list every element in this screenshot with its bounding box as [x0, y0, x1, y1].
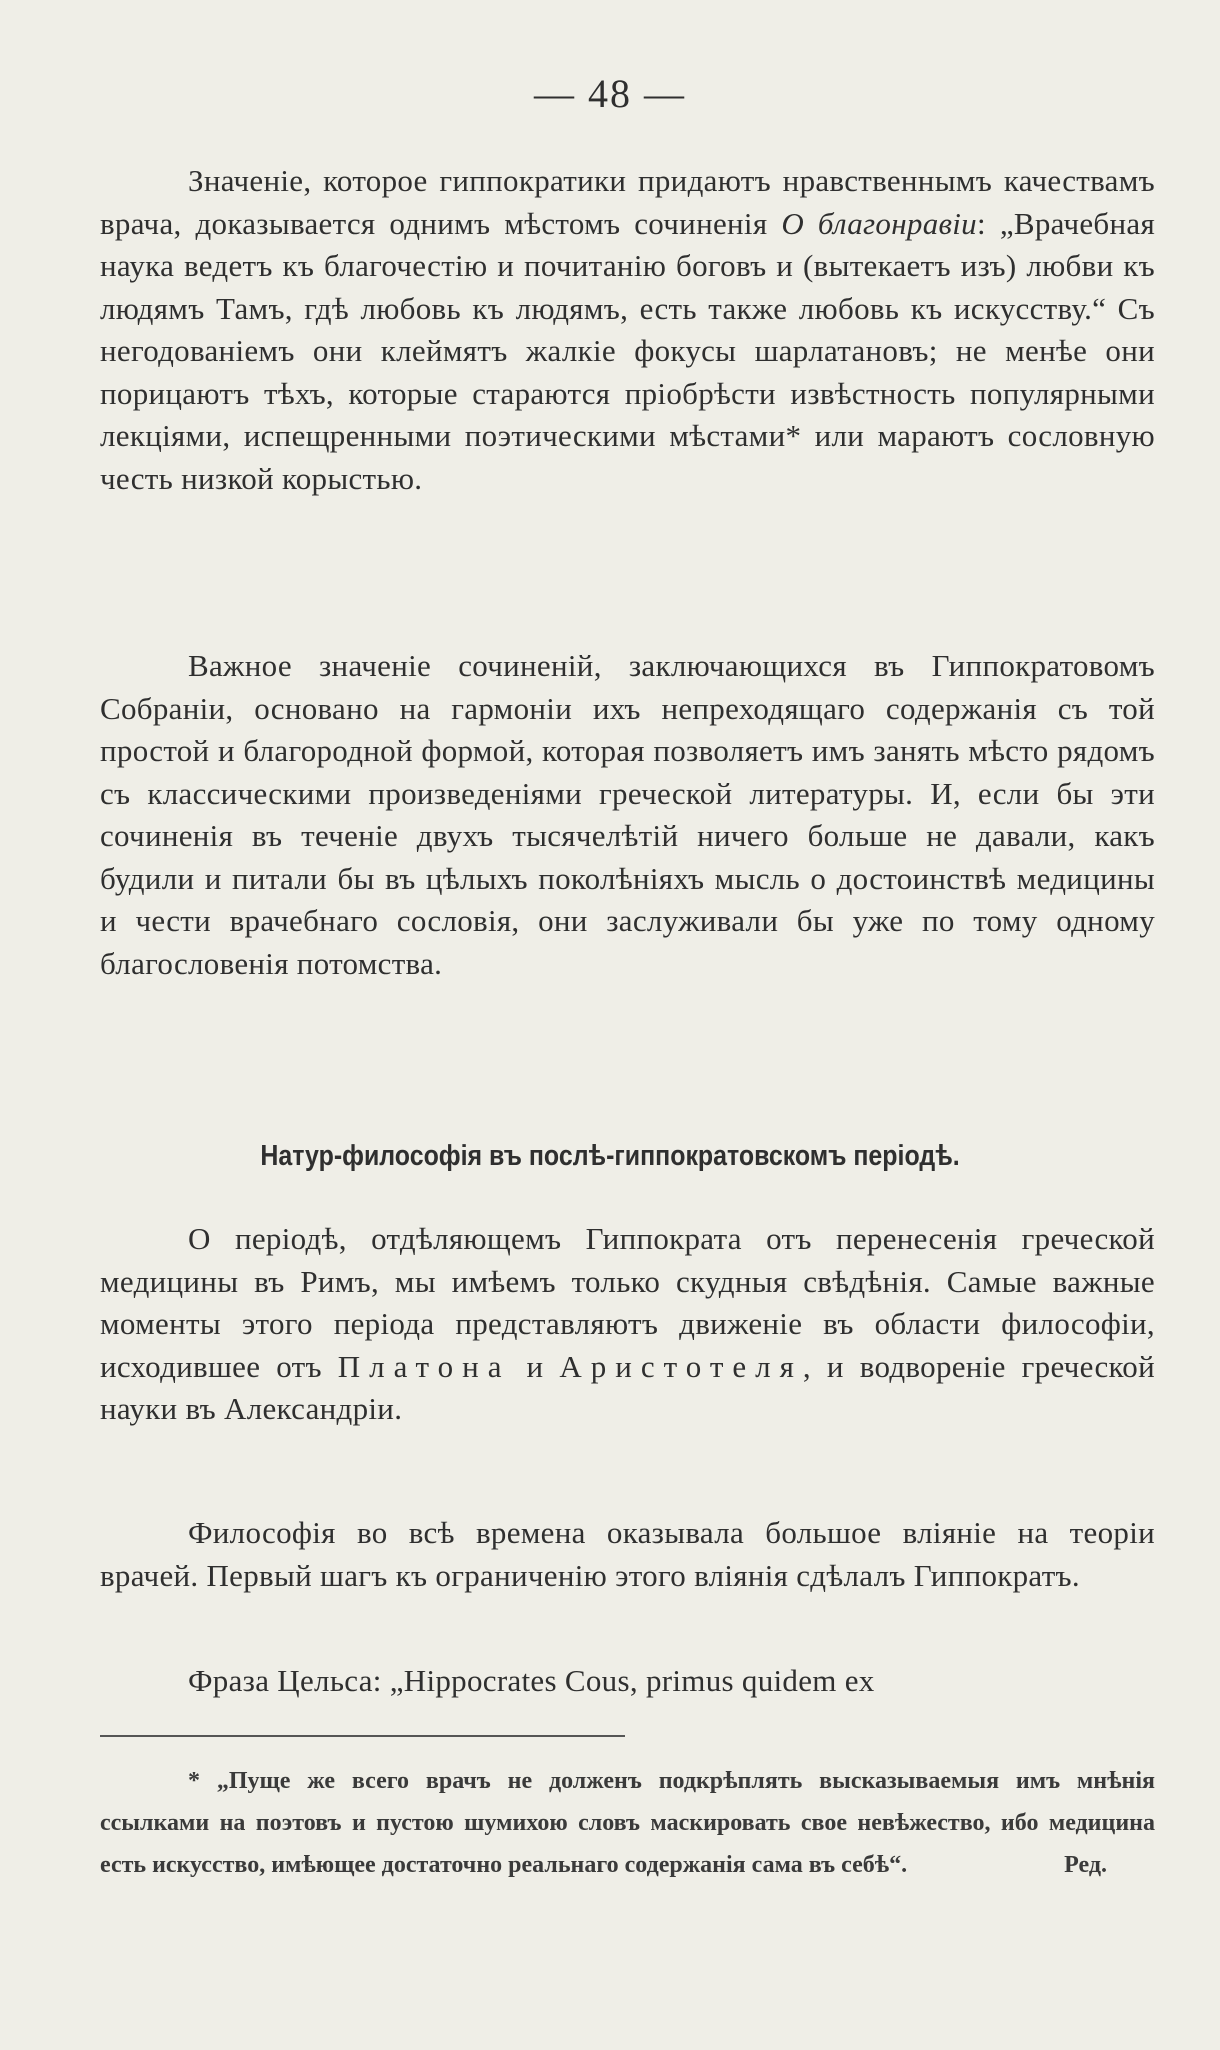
paragraph-3-part-c: , и водвореніе греческой науки въ Александріи.	[100, 1348, 1155, 1426]
paragraph-4-text: Философія во всѣ времена оказывала большое вліяніе на теоріи врачей. Первый шагъ къ ограниченію этого вліянія сдѣлалъ Гиппократъ.	[100, 1515, 1155, 1593]
footnote-divider	[100, 1735, 625, 1737]
paragraph-3-text	[100, 1218, 1155, 1431]
footnote	[100, 1760, 1155, 1886]
paragraph-3	[100, 1218, 1155, 1431]
footnote-signature: Ред.	[1064, 1852, 1107, 1878]
footnote-text	[100, 1760, 1155, 1886]
name-aristotle: Аристотеля	[559, 1348, 803, 1384]
paragraph-1-part-b: : „Врачебная наука ведетъ къ благочестію и почитанію боговъ и (вытекаетъ изъ) любви къ людямъ Тамъ, гдѣ любовь къ людямъ, есть также любовь къ искусству.“ Съ негодованіемъ они клеймятъ жалкіе фокусы шарлатановъ; не менѣе они порицаютъ тѣхъ, которые стараются пріобрѣсти извѣстность популярными лекціями, испещренными поэтическими мѣстами* или мараютъ сословную честь низкой корыстью.	[100, 205, 1156, 496]
paragraph-5	[100, 1660, 1155, 1703]
paragraph-4	[100, 1512, 1155, 1597]
work-title-italic: О благонравіи	[781, 205, 977, 241]
paragraph-1	[100, 160, 1155, 500]
paragraph-1-part-a: Значеніе, которое гиппократики придаютъ нравственнымъ качествамъ врача, доказывается однимъ мѣстомъ сочиненія	[100, 163, 1155, 241]
name-plato: Платона	[337, 1348, 511, 1384]
paragraph-5-text: Фраза Цельса: „Hippocrates Cous, primus quidem ex	[188, 1663, 875, 1698]
paragraph-2	[100, 645, 1155, 985]
section-heading: Натур-философія въ послѣ-гиппократовскомъ періодѣ.	[260, 1140, 960, 1172]
paragraph-3-part-a: О періодѣ, отдѣляющемъ Гиппократа отъ перенесенія греческой медицины въ Римъ, мы имѣемъ только скудныя свѣдѣнія. Самые важные моменты этого періода представляютъ движеніе въ области философіи, исходившее отъ	[100, 1221, 1155, 1384]
paragraph-2-text: Важное значеніе сочиненій, заключающихся въ Гиппократовомъ Собраніи, основано на гармоніи ихъ непреходящаго содержанія съ той простой и благородной формой, которая позволяетъ имъ занять мѣсто рядомъ съ классическими произведеніями греческой литературы. И, если бы эти сочиненія въ теченіе двухъ тысячелѣтій ничего больше не давали, какъ будили и питали бы въ цѣлыхъ поколѣніяхъ мысль о достоинствѣ медицины и чести врачебнаго сословія, они заслуживали бы уже по тому одному благословенія потомства.	[100, 648, 1155, 981]
paragraph-1-text	[100, 160, 1155, 500]
page-number: — 48 —	[534, 71, 686, 116]
footnote-body: * „Пуще же всего врачъ не долженъ подкрѣплять высказываемыя имъ мнѣнія ссылками на поэтовъ и пустою шумихою словъ маскировать свое невѣжество, ибо медицина есть искусство, имѣющее достаточно реальнаго содержанія сама въ себѣ“.	[100, 1768, 1155, 1878]
paragraph-3-part-b: и	[510, 1348, 560, 1384]
